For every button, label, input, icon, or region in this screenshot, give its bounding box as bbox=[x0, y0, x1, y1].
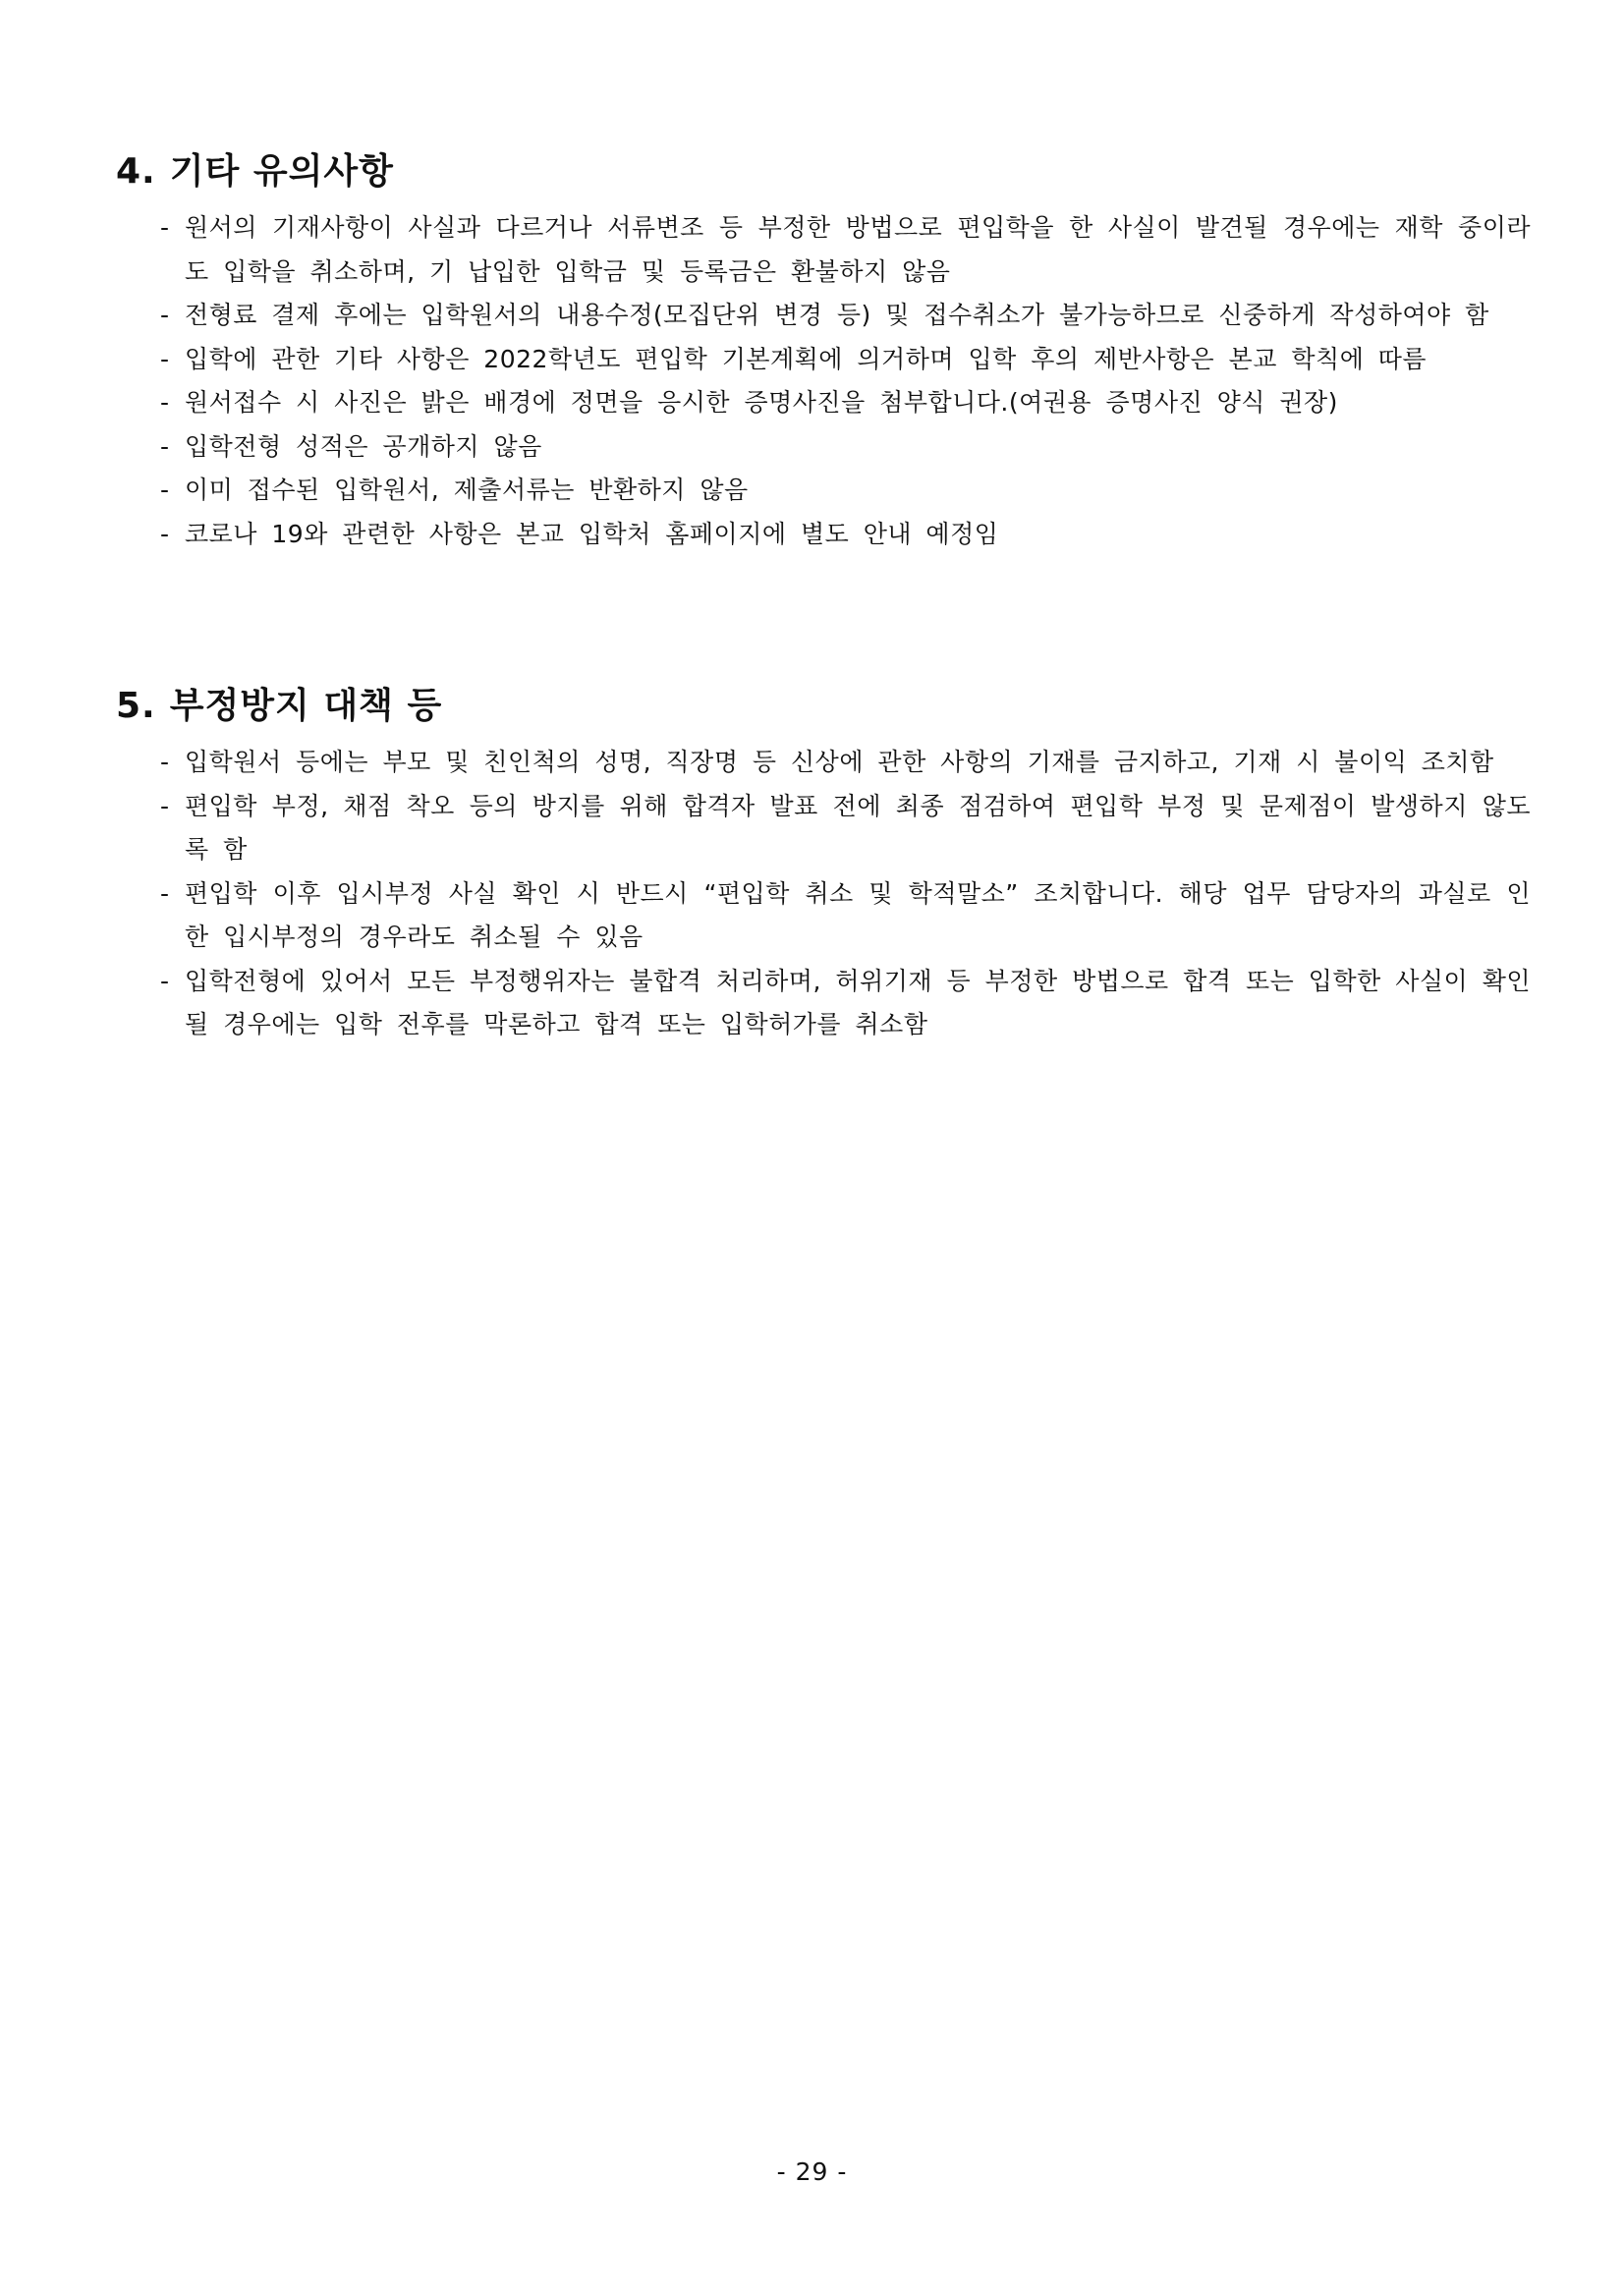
bullet-dash: - bbox=[160, 344, 170, 373]
list-item-text: 입학전형에 있어서 모든 부정행위자는 불합격 처리하며, 허위기재 등 부정한 방법으로 합격 또는 입학한 사실이 확인될 경우에는 입학 전후를 막론하고 합격 또는 입학허가를 취소함 bbox=[185, 966, 1531, 1038]
notes-list bbox=[116, 741, 1531, 1047]
section-fraud-prevention bbox=[116, 680, 1531, 1047]
page-number: - 29 - bbox=[776, 2157, 848, 2186]
bullet-dash: - bbox=[160, 791, 170, 820]
list-item-text: 코로나 19와 관련한 사항은 본교 입학처 홈페이지에 별도 안내 예정임 bbox=[185, 519, 999, 548]
list-item-text: 입학원서 등에는 부모 및 친인척의 성명, 직장명 등 신상에 관한 사항의 기재를 금지하고, 기재 시 불이익 조치함 bbox=[185, 748, 1494, 776]
list-item-text: 원서의 기재사항이 사실과 다르거나 서류변조 등 부정한 방법으로 편입학을 한 사실이 발견될 경우에는 재학 중이라도 입학을 취소하며, 기 납입한 입학금 및 등록금은 환불하지 않음 bbox=[185, 213, 1531, 286]
bullet-dash: - bbox=[160, 748, 170, 776]
list-item-text: 입학전형 성적은 공개하지 않음 bbox=[185, 431, 542, 461]
bullet-dash: - bbox=[160, 519, 170, 548]
list-item-text: 이미 접수된 입학원서, 제출서류는 반환하지 않음 bbox=[185, 476, 749, 504]
notes-list bbox=[116, 206, 1531, 556]
list-item bbox=[116, 338, 1531, 382]
bullet-dash: - bbox=[160, 388, 170, 417]
list-item bbox=[116, 785, 1531, 872]
section-title: 부정방지 대책 등 bbox=[169, 686, 443, 726]
list-item bbox=[116, 294, 1531, 338]
list-item bbox=[116, 960, 1531, 1047]
bullet-dash: - bbox=[160, 966, 170, 995]
list-item bbox=[116, 872, 1531, 960]
list-item bbox=[116, 741, 1531, 785]
list-item bbox=[116, 381, 1531, 425]
list-item-text: 편입학 부정, 채점 착오 등의 방지를 위해 합격자 발표 전에 최종 점검하여 편입학 부정 및 문제점이 발생하지 않도록 함 bbox=[185, 791, 1531, 864]
section-heading bbox=[116, 145, 1531, 198]
list-item bbox=[116, 513, 1531, 557]
list-item-text: 입학에 관한 기타 사항은 2022학년도 편입학 기본계획에 의거하며 입학 후의 제반사항은 본교 학칙에 따름 bbox=[185, 344, 1428, 373]
section-heading bbox=[116, 680, 1531, 733]
section-number: 5. bbox=[116, 686, 156, 726]
bullet-dash: - bbox=[160, 301, 170, 329]
section-other-notes bbox=[116, 145, 1531, 556]
list-item-text: 원서접수 시 사진은 밝은 배경에 정면을 응시한 증명사진을 첨부합니다.(여권용 증명사진 양식 권장) bbox=[185, 388, 1338, 417]
list-item-text: 편입학 이후 입시부정 사실 확인 시 반드시 “편입학 취소 및 학적말소” 조치합니다. 해당 업무 담당자의 과실로 인한 입시부정의 경우라도 취소될 수 있음 bbox=[185, 878, 1531, 951]
bullet-dash: - bbox=[160, 476, 170, 504]
bullet-dash: - bbox=[160, 431, 170, 461]
list-item-text: 전형료 결제 후에는 입학원서의 내용수정(모집단위 변경 등) 및 접수취소가 불가능하므로 신중하게 작성하여야 함 bbox=[185, 301, 1489, 329]
list-item bbox=[116, 469, 1531, 513]
bullet-dash: - bbox=[160, 878, 170, 908]
section-title: 기타 유의사항 bbox=[169, 151, 394, 192]
list-item bbox=[116, 425, 1531, 470]
list-item bbox=[116, 206, 1531, 294]
bullet-dash: - bbox=[160, 213, 170, 242]
section-number: 4. bbox=[116, 151, 156, 192]
